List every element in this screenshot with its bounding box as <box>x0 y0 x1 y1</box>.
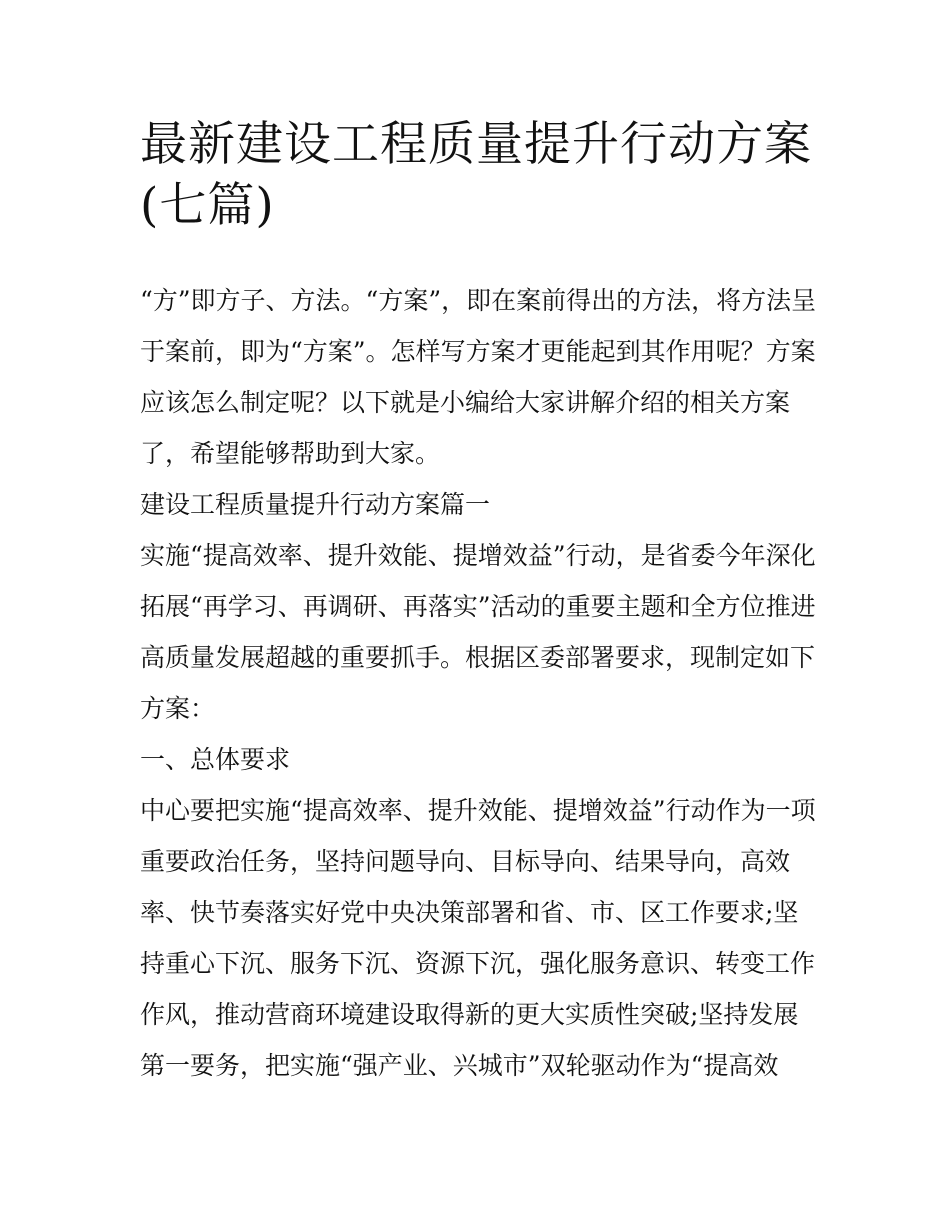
body-paragraph: 实施“提高效率、提升效能、提增效益”行动，是省委今年深化拓展“再学习、再调研、再落实”活动的重要主题和全方位推进高质量发展超越的重要抓手。根据区委部署要求，现制定如下方案： <box>140 541 816 723</box>
section-heading-part-one: 建设工程质量提升行动方案篇一 <box>140 490 491 519</box>
section-heading-general-requirements: 一、总体要求 <box>140 745 291 774</box>
document-body <box>140 275 820 1091</box>
intro-paragraph: “方”即方子、方法。“方案”，即在案前得出的方法，将方法呈于案前，即为“方案”。怎样写方案才更能起到其作用呢？方案应该怎么制定呢？以下就是小编给大家讲解介绍的相关方案了，希望能够帮助到大家。 <box>140 286 817 468</box>
document-title: 最新建设工程质量提升行动方案(七篇) <box>140 117 812 233</box>
body-paragraph: 中心要把实施“提高效率、提升效能、提增效益”行动作为一项重要政治任务，坚持问题导向、目标导向、结果导向，高效率、快节奏落实好党中央决策部署和省、市、区工作要求;坚持重心下沉、服务下沉、资源下沉，强化服务意识、转变工作作风，推动营商环境建设取得新的更大实质性突破;坚持发展第一要务，把实施“强产业、兴城市”双轮驱动作为“提高效 <box>140 796 816 1080</box>
